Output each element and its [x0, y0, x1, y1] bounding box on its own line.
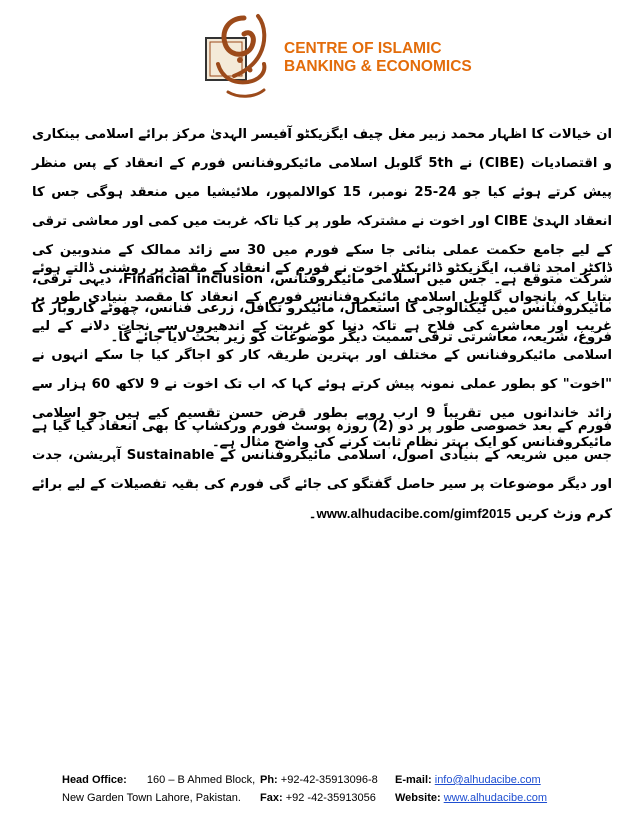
footer-phone-fax: [260, 771, 378, 807]
phone-number: +92-42-35913096-8: [280, 774, 378, 786]
paragraph-3-text: فورم کے بعد خصوصی طور پر دو (2) روزہ پوسٹ فورم ورکشاپ کا بھی انعقاد کیا گیا ہے جس میں شریعہ کے بنیادی اصول، اسلامی مائیکروفنانس کے Sustainable آپریشن، جدت اور دیگر موضوعات پر سیر حاصل گفتگو کی جائے گی فورم کی بقیہ تفصیلات کے لیے برائے کرم وزٹ کریں: [32, 419, 612, 522]
website-label: Website:: [395, 792, 441, 804]
paragraph-1: ان خیالات کا اظہار محمد زبیر مغل چیف ایگزیکٹو آفیسر الہدیٰ مرکز برائے اسلامی بینکاری و اقتصادیات (CIBE) نے 5th گلوبل اسلامی مائیکروفنانس فورم کے انعقاد کے پس منظر پیش کرتے ہوئے کیا جو 24-25 نومبر، 15 کوالالمپور، ملائیشیا میں منعقد ہوگی جس کا انعقاد الہدیٰ CIBE اور اخوت نے مشترکہ طور پر کیا تاکہ غربت میں کمی اور معاشی ترقی کے لیے جامع حکمت عملی بنائی جا سکے فورم میں 30 سے زائد ممالک کے مندوبین کی شرکت متوقع ہے۔ جس میں اسلامی مائیکروفنانس، Financial inclusion، دیہی ترقی، مائیکروفنانس میں ٹیکنالوجی کا استعمال، مائیکرو تکافل، زرعی فنانس، چھوٹے کاروبار کا فروغ، شریعہ، معاشرتی ترقی سمیت دیگر موضوعات کو زیر بحث لایا جائے گا۔: [32, 127, 612, 345]
footer-contact: [395, 771, 547, 807]
website-link[interactable]: www.alhudacibe.com: [443, 792, 548, 804]
brand-line-1: CENTRE OF ISLAMIC: [284, 40, 442, 57]
email-label: E-mail:: [395, 774, 432, 786]
paragraph-3: [32, 412, 612, 529]
email-link[interactable]: info@alhudacibe.com: [434, 774, 541, 786]
forum-url: www.alhudacibe.com/gimf2015: [316, 506, 511, 521]
head-office-label: Head Office:: [62, 774, 127, 786]
footer-address: [62, 771, 255, 807]
fax-label: Fax:: [260, 792, 283, 804]
brand-name: [284, 40, 472, 76]
head-office-line-1: 160 – B Ahmed Block,: [146, 774, 256, 786]
fax-number: +92 -42-35913056: [285, 792, 376, 804]
paragraph-2: ڈاکٹر امجد ثاقب، ایگزیکٹو ڈائریکٹر اخوت نے فورم کے انعقاد کے مقصد پر روشنی ڈالتے ہوئے بتایا کہ پانچواں گلوبل اسلامی مائیکروفنانس فورم کے انعقاد کا مقصد بنیادی طور پر غریب اور معاشرے کی فلاح ہے تاکہ دنیا کو غربت کے اندھیروں سے نجات دلانے کے لیے اسلامی مائیکروفنانس کے مختلف اور بہترین طریقہ کار کو اجاگر کیا جا سکے انہوں نے "اخوت" کو بطور عملی نمونہ پیش کرتے ہوئے کہا کہ اب تک اخوت نے 9 لاکھ 60 ہزار سے زائد خاندانوں میں تقریباً 9 ارب روپے بطور قرض حسن تقسیم کیے ہیں جو اسلامی مائیکروفنانس کو ایک بہتر نظام ثابت کرنے کی واضح مثال ہے۔: [32, 261, 612, 450]
head-office-line-2: New Garden Town Lahore, Pakistan.: [62, 792, 241, 804]
paragraph-3-end: ۔: [308, 507, 317, 522]
phone-label: Ph:: [260, 774, 278, 786]
brand-line-2: BANKING & ECONOMICS: [284, 58, 472, 75]
cibe-logo-mark: [204, 12, 278, 104]
cibe-logo: [204, 12, 278, 104]
